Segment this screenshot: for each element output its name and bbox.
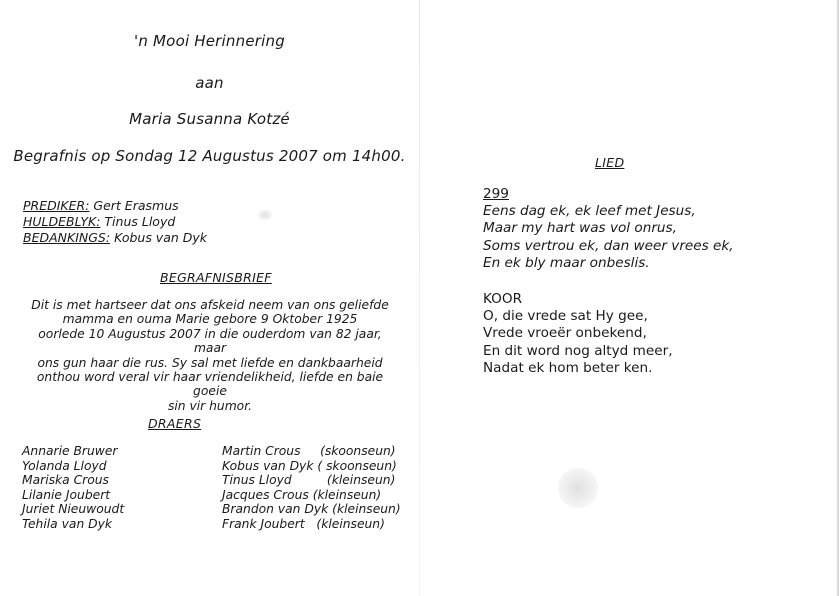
letter-line: onthou word veral vir haar vriendelikheid, liefde en baie goeie <box>36 370 384 399</box>
bearer-relation: (kleinseun) <box>326 473 396 488</box>
role-value: Gert Erasmus <box>93 198 179 213</box>
bearer-name: Tinus Lloyd <box>222 473 292 488</box>
bearers-heading: DRAERS <box>148 416 202 431</box>
letter-heading: BEGRAFNISBRIEF <box>160 270 272 285</box>
left-panel <box>0 0 419 596</box>
bearers-list-left <box>22 444 124 532</box>
bearer-entry <box>222 459 401 474</box>
bearer-entry <box>222 502 401 517</box>
bearer-name: Lilanie Joubert <box>22 487 111 502</box>
bearer-entry <box>222 444 401 459</box>
bearer-name: Yolanda Lloyd <box>22 458 107 473</box>
bearer-entry <box>222 517 401 532</box>
bearer-relation: ( skoonseun) <box>317 458 397 473</box>
verse-line: En ek bly maar onbeslis. <box>483 254 650 271</box>
funeral-letter <box>22 298 398 413</box>
bearer-name: Jacques Crous <box>222 487 309 502</box>
bearer-name: Tehila van Dyk <box>22 516 113 531</box>
bearer-name: Annarie Bruwer <box>22 444 118 458</box>
chorus-line: Vrede vroeër onbekend, <box>483 325 647 342</box>
service-roles <box>23 198 207 246</box>
chorus-line: Nadat ek hom beter ken. <box>483 359 653 376</box>
bearer-entry <box>222 488 401 503</box>
bearer-name: Martin Crous <box>222 444 301 458</box>
chorus-label: KOOR <box>483 291 523 307</box>
bearer-entry <box>222 473 401 488</box>
role-thanks <box>23 230 207 246</box>
verse-line: Maar my hart was vol onrus, <box>483 220 677 237</box>
bearer-relation: (skoonseun) <box>320 444 396 458</box>
chorus-line: En dit word nog altyd meer, <box>483 342 673 359</box>
bearer-name: Frank Joubert <box>222 516 305 531</box>
hymn-number: 299 <box>483 186 509 202</box>
bearer-name: Brandon van Dyk <box>222 502 329 517</box>
chorus-line: O, die vrede sat Hy gee, <box>483 308 648 325</box>
intro-line: 'n Mooi Herinnering <box>134 32 285 50</box>
bearer-name: Mariska Crous <box>22 473 109 488</box>
letter-line: sin vir humor. <box>167 398 253 413</box>
bearer-relation: (kleinseun) <box>332 502 401 517</box>
aan-line: aan <box>195 74 224 92</box>
bearer-name: Juriet Nieuwoudt <box>22 502 125 517</box>
song-heading: LIED <box>595 155 625 170</box>
deceased-name: Maria Susanna Kotzé <box>129 110 290 128</box>
role-value: Tinus Lloyd <box>104 214 176 229</box>
bearer-relation: (kleinseun) <box>316 516 385 531</box>
bearers-list-right <box>222 444 401 532</box>
role-value: Kobus van Dyk <box>114 230 208 245</box>
hymn-chorus <box>483 291 673 377</box>
bearer-name: Kobus van Dyk <box>222 458 314 473</box>
role-label: HULDEBLYK: <box>23 214 101 229</box>
role-tribute <box>23 214 207 230</box>
role-preacher <box>23 198 207 214</box>
scan-smudge <box>258 210 272 220</box>
letter-line: oorlede 10 Augustus 2007 in die ouderdom van 82 jaar, maar <box>38 326 382 356</box>
funeral-details: Begrafnis op Sondag 12 Augustus 2007 om 14h00. <box>13 147 406 165</box>
hymn-verse <box>483 186 734 272</box>
verse-line: Soms vertrou ek, dan weer vrees ek, <box>483 237 734 254</box>
letter-line: ons gun haar die rus. Sy sal met liefde en dankbaarheid <box>37 355 383 370</box>
letter-line: mamma en ouma Marie gebore 9 Oktober 1925 <box>62 312 358 327</box>
letter-line: Dit is met hartseer dat ons afskeid neem van ons geliefde <box>31 298 389 312</box>
scan-smudge <box>558 468 598 508</box>
verse-line: Eens dag ek, ek leef met Jesus, <box>483 203 696 220</box>
role-label: PREDIKER: <box>23 198 90 213</box>
bearer-relation: (kleinseun) <box>312 487 382 502</box>
center-fold <box>419 0 420 596</box>
role-label: BEDANKINGS: <box>23 230 111 245</box>
